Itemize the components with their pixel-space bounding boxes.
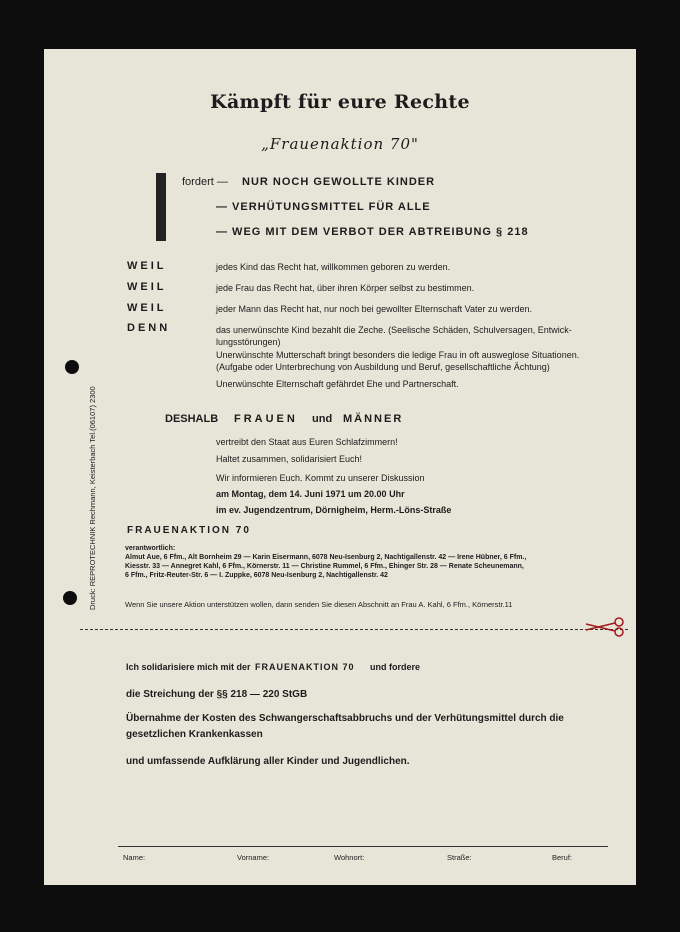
fordert-label: fordert — <box>182 176 228 188</box>
field-beruf[interactable]: Beruf: <box>552 853 573 862</box>
responsible-line: 6 Ffm., Fritz-Reuter-Str. 6 — I. Zuppke, 6078 Neu-Isenburg 2, Nachtigallenstr. 42 <box>125 572 388 579</box>
slip-line-3: Übernahme der Kosten des Schwangerschaftsabbruchs und der Verhütungsmittel durch die <box>126 713 564 724</box>
slip-line-4: und umfassende Aufklärung aller Kinder und Jugendlichen. <box>126 756 410 767</box>
cut-line <box>80 629 628 630</box>
call-line: vertreibt den Staat aus Euren Schlafzimmern! <box>216 437 398 447</box>
field-name[interactable]: Name: <box>123 853 146 862</box>
scissors-icon <box>582 615 626 644</box>
form-rule <box>118 846 608 847</box>
responsible-line: Almut Aue, 6 Ffm., Alt Bornheim 29 — Karin Eisermann, 6078 Neu-Isenburg 2, Nachtigallenstr. 42 — Irene Hübner, 6 Ffm., <box>125 554 527 561</box>
organization-name: FRAUENAKTION 70 <box>127 525 251 536</box>
demand-1: NUR NOCH GEWOLLTE KINDER <box>242 176 436 188</box>
frauen-word: FRAUEN <box>234 413 298 425</box>
field-vorname[interactable]: Vorname: <box>237 853 270 862</box>
page-title: Kämpft für eure Rechte <box>210 91 470 113</box>
reason-text: das unerwünschte Kind bezahlt die Zeche. (Seelische Schäden, Schulversagen, Entwick- <box>216 325 572 335</box>
subtitle: „Frauenaktion 70" <box>261 135 419 153</box>
paragraph: Unerwünschte Mutterschaft bringt besonders die ledige Frau in oft ausweglose Situationen. <box>216 350 580 360</box>
reason-text: jedes Kind das Recht hat, willkommen geboren zu werden. <box>216 262 451 272</box>
field-strasse[interactable]: Straße: <box>447 853 472 862</box>
punch-hole <box>63 591 77 605</box>
large-i-bar <box>156 173 166 241</box>
call-line: Wir informieren Euch. Kommt zu unserer Diskussion <box>216 473 425 483</box>
event-date: am Montag, dem 14. Juni 1971 um 20.00 Uhr <box>216 489 405 499</box>
punch-hole <box>65 360 79 374</box>
printer-imprint: Druck: REPROTECHNIK Rechmann, Keisterbach Tel.(06107) 2300 <box>88 386 97 610</box>
reason-text-cont: lungsstörungen) <box>216 337 281 347</box>
slip-line-1a: Ich solidarisiere mich mit der <box>126 662 251 672</box>
responsible-line: Kiesstr. 33 — Annegret Kahl, 6 Ffm., Körnerstr. 11 — Christine Rummel, 6 Ffm., Ehinger Str. 28 — Renate Scheunemann, <box>125 563 524 570</box>
slip-line-2: die Streichung der §§ 218 — 220 StGB <box>126 689 308 700</box>
reason-word: WEIL <box>127 281 167 293</box>
demand-2: — VERHÜTUNGSMITTEL FÜR ALLE <box>216 201 431 213</box>
deshalb-word: DESHALB <box>165 413 219 425</box>
reason-word: DENN <box>127 322 171 334</box>
demand-3: — WEG MIT DEM VERBOT DER ABTREIBUNG § 218 <box>216 226 529 238</box>
slip-line-3-cont: gesetzlichen Krankenkassen <box>126 729 263 740</box>
paragraph: Unerwünschte Elternschaft gefährdet Ehe und Partnerschaft. <box>216 379 459 389</box>
maenner-word: MÄNNER <box>343 413 404 425</box>
reason-word: WEIL <box>127 302 167 314</box>
und-word: und <box>312 413 333 425</box>
call-line: Haltet zusammen, solidarisiert Euch! <box>216 454 363 464</box>
paragraph: (Aufgabe oder Unterbrechung von Ausbildung und Beruf, gesellschaftliche Ächtung) <box>216 362 550 372</box>
event-place: im ev. Jugendzentrum, Dörnigheim, Herm.-Löns-Straße <box>216 505 452 515</box>
reason-text: jeder Mann das Recht hat, nur noch bei gewollter Elternschaft Vater zu werden. <box>216 304 533 314</box>
slip-line-1b: FRAUENAKTION 70 <box>255 662 355 672</box>
verantwortlich-label: verantwortlich: <box>125 545 176 552</box>
slip-line-1c: und fordere <box>370 662 421 672</box>
leaflet-sheet <box>44 49 636 885</box>
support-instruction: Wenn Sie unsere Aktion unterstützen wollen, dann senden Sie diesen Abschnitt an Frau A. Kahl, 6 Ffm., Körnerstr.11 <box>125 600 513 609</box>
reason-word: WEIL <box>127 260 167 272</box>
reason-text: jede Frau das Recht hat, über ihren Körper selbst zu bestimmen. <box>216 283 475 293</box>
field-wohnort[interactable]: Wohnort: <box>334 853 365 862</box>
